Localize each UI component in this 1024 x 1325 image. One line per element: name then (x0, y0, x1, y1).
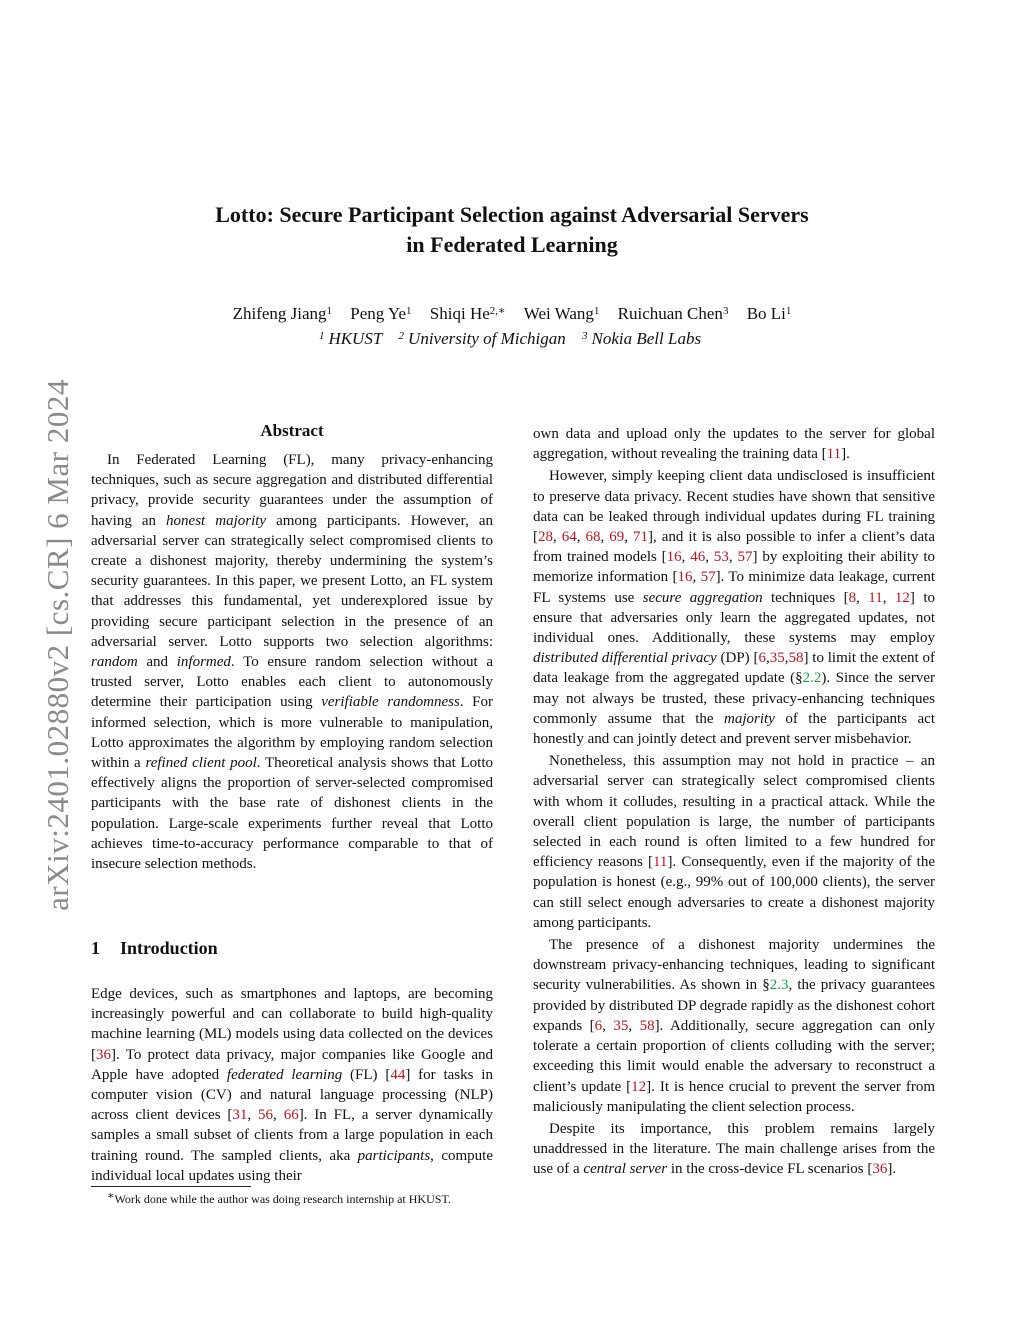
body-paragraph: However, simply keeping client data undisclosed is insufficient to preserve data privacy. Recent studies have shown that sensitive data can be leaked through individual updates during FL training [28, 64, 68, 69, 71], and it is also possible to infer a client’s data from trained models [16, 46, 53, 57] by exploiting their ability to memorize information [16, 57]. To minimize data leakage, current FL systems use secure aggregation techniques [8, 11, 12] to ensure that adversaries only learn the aggregated updates, not individual ones. Additionally, these systems may employ distributed differential privacy (DP) [6,35,58] to limit the extent of data leakage from the aggregated update (§2.2). Since the server may not always be trusted, these privacy-enhancing techniques commonly assume that the majority of the participants act honestly and can jointly detect and prevent server misbehavior. (533, 468, 936, 748)
abstract-body: In Federated Learning (FL), many privacy-enhancing techniques, such as secure aggregation and distributed differential privacy, provide security guarantees under the assumption of having an honest majority among participants. However, an adversarial server can strategically select compromised clients to create a dishonest majority, thereby undermining the system’s security guarantees. In this paper, we present Lotto, an FL system that addresses this fundamental, yet underexplored issue by providing secure participant selection in the presence of an adversarial server. Lotto supports two selection algorithms: random and informed. To ensure random selection without a trusted server, Lotto enables each client to autonomously determine their participation using verifiable randomness. For informed selection, which is more vulnerable to manipulation, Lotto approximates the algorithm by employing random selection within a refined client pool. Theoretical analysis shows that Lotto effectively aligns the proportion of server-selected compromised participants with the base rate of dishonest clients in the population. Large-scale experiments further reveal that Lotto achieves time-to-accuracy performance comparable to that of insecure selection methods. (91, 452, 494, 873)
introduction-body (91, 984, 493, 1186)
citation-link[interactable]: 8 (848, 589, 857, 606)
abstract-section (91, 420, 493, 874)
body-paragraph: Despite its importance, this problem remains largely unaddressed in the literature. The main challenge arises from the use of a central server in the cross-device FL scenarios [36]. (533, 1120, 935, 1178)
body-paragraph: own data and upload only the updates to the server for global aggregation, without revealing the training data [11]. (533, 426, 935, 463)
author: Wei Wang$^1$ (523, 304, 600, 323)
citation-link[interactable]: 12 (631, 1078, 647, 1095)
body-paragraph: Nonetheless, this assumption may not hold in practice – an adversarial server can strategically select compromised clients with whom it colludes, resulting in a practical attack. While the overall client population is large, the number of participants selected in each round is often limited to a few hundred for efficiency reasons [11]. Consequently, even if the majority of the population is honest (e.g., 99% out of 100,000 clients), the server can still select enough adversaries to create a dishonest majority among participants. (533, 753, 935, 931)
paper-title (150, 200, 874, 260)
footnote-rule (91, 1186, 251, 1187)
citation-link[interactable]: 35 (613, 1017, 629, 1034)
section-link[interactable]: 2.3 (769, 977, 789, 994)
affiliation: $^1$ HKUST (318, 329, 383, 348)
affiliations (150, 327, 874, 351)
citation-link[interactable]: 11 (652, 854, 668, 871)
abstract-heading: Abstract (260, 421, 324, 440)
author: Peng Ye$^1$ (350, 304, 412, 323)
citation-link[interactable]: 31 (232, 1107, 248, 1124)
citation-link[interactable]: 12 (894, 589, 910, 606)
citation-link[interactable]: 57 (737, 549, 753, 566)
footnote: ∗Work done while the author was doing research internship at HKUST. (107, 1190, 451, 1206)
author: Zhifeng Jiang$^1$ (232, 304, 333, 323)
citation-link[interactable]: 68 (585, 529, 601, 546)
citation-link[interactable]: 56 (258, 1107, 274, 1124)
citation-link[interactable]: 11 (826, 446, 842, 463)
citation-link[interactable]: 58 (639, 1017, 655, 1034)
citation-link[interactable]: 44 (390, 1066, 406, 1083)
affiliation: $^2$ University of Michigan (398, 329, 566, 348)
citation-link[interactable]: 46 (690, 549, 706, 566)
arxiv-stamp-text: arXiv:2401.02880v2 [cs.CR] 6 Mar 2024 (40, 379, 75, 911)
author: Ruichuan Chen$^3$ (617, 304, 729, 323)
author: Shiqi $He^{2,∗}$ (429, 304, 506, 323)
section-link[interactable]: 2.2 (802, 670, 822, 687)
citation-link[interactable]: 28 (538, 529, 553, 546)
citation-link[interactable]: 53 (713, 549, 729, 566)
citation-link[interactable]: 57 (700, 569, 716, 586)
author-list (150, 302, 874, 326)
citation-link[interactable]: 64 (561, 529, 577, 546)
citation-link[interactable]: 36 (96, 1046, 111, 1063)
citation-link[interactable]: 11 (868, 589, 883, 606)
section-heading-introduction: 1 Introduction (91, 938, 218, 958)
citation-link[interactable]: 6 (758, 650, 766, 667)
citation-link[interactable]: 69 (609, 529, 625, 546)
affiliation: $^3$ Nokia Bell Labs (582, 329, 702, 348)
title-line-2: in Federated Learning (406, 232, 618, 257)
citation-link[interactable]: 16 (666, 549, 682, 566)
body-paragraph: The presence of a dishonest majority undermines the downstream privacy-enhancing techniques, leading to significant security vulnerabilities. As shown in §2.3, the privacy guarantees provided by distributed DP degrade rapidly as the dishonest cohort expands [6, 35, 58]. Additionally, secure aggregation can only tolerate a certain proportion of clients colluding with the server; exceeding this limit would enable the adversary to reconstruct a client’s update [12]. It is hence crucial to prevent the server from maliciously manipulating the client selection process. (533, 937, 935, 1115)
citation-link[interactable]: 16 (677, 569, 693, 586)
citation-link[interactable]: 36 (872, 1161, 888, 1178)
intro-paragraph: Edge devices, such as smartphones and laptops, are becoming increasingly powerful and can collaborate to build high-quality machine learning (ML) models using data collected on the devices [36]. To protect data privacy, major companies like Google and Apple have adopted federated learning (FL) [44] for tasks in computer vision (CV) and natural language processing (NLP) across client devices [31, 56, 66]. In FL, a server dynamically samples a small subset of clients from a large population in each training round. The sampled clients, aka participants, compute individual local updates using their (91, 986, 494, 1184)
author: Bo Li$^1$ (746, 304, 792, 323)
citation-link[interactable]: 6 (594, 1017, 603, 1034)
right-column (533, 424, 935, 1180)
citation-link[interactable]: 71 (633, 529, 648, 546)
citation-link[interactable]: 58 (788, 650, 804, 667)
title-line-1: Lotto: Secure Participant Selection against Adversarial Servers (215, 202, 809, 227)
citation-link[interactable]: 35 (769, 650, 785, 667)
citation-link[interactable]: 66 (283, 1107, 299, 1124)
